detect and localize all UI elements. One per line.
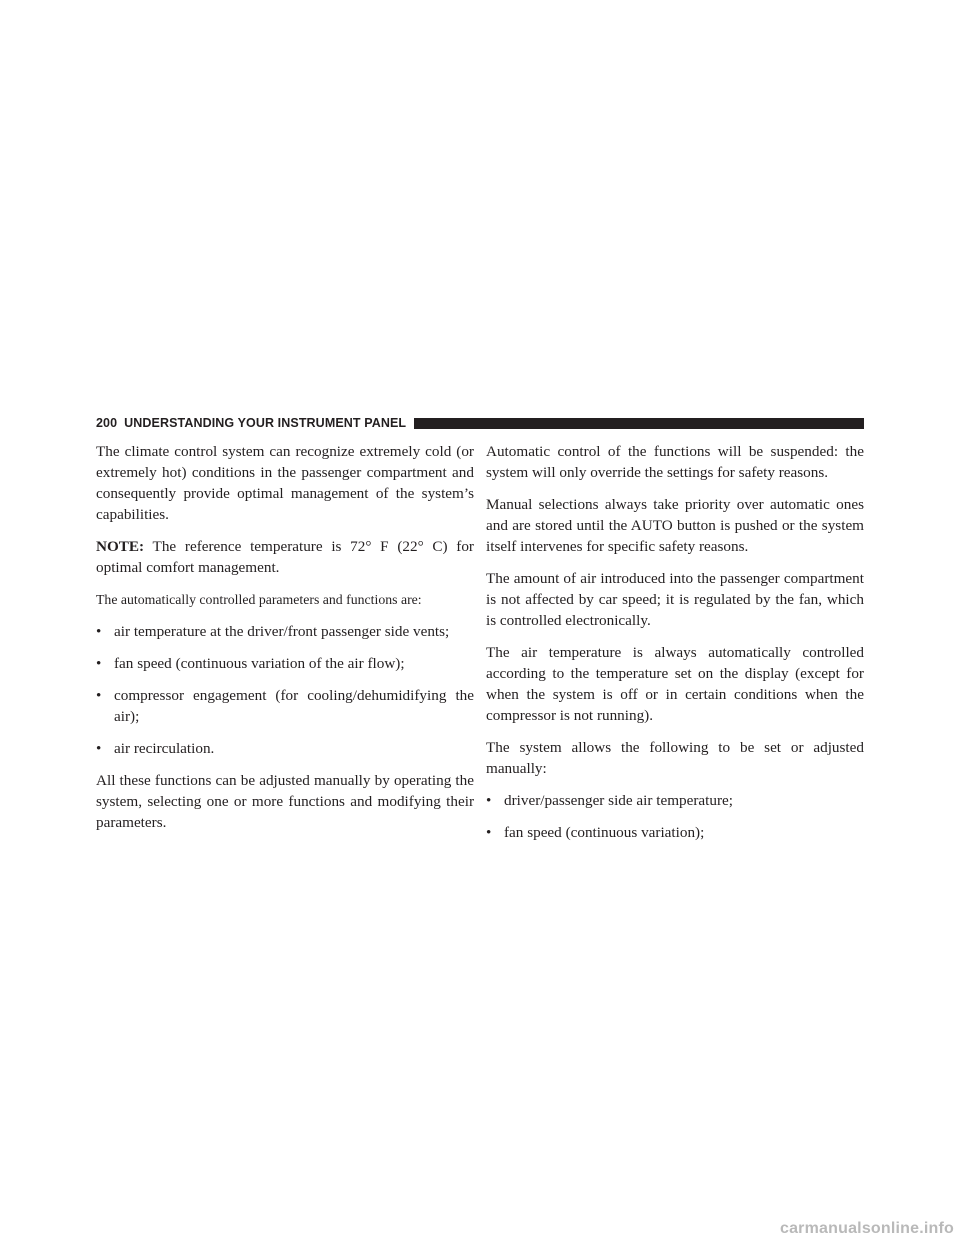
suspension-paragraph: Automatic control of the functions will be suspended: the system will only override the settings for safety reasons. <box>486 443 864 481</box>
note-text: The reference temperature is 72° F (22° C) for optimal comfort management. <box>96 538 474 576</box>
auto-functions-list <box>96 621 474 759</box>
left-column <box>96 441 474 844</box>
list-item <box>486 822 864 843</box>
header-rule <box>414 418 864 429</box>
list-item <box>96 621 474 642</box>
bullet-icon: • <box>486 824 492 841</box>
note-paragraph <box>96 536 474 578</box>
bullet-icon: • <box>96 623 102 640</box>
manual-settings-list <box>486 790 864 843</box>
manual-priority-paragraph: Manual selections always take priority over automatic ones and are stored until the AUTO button is pushed or the system itself intervenes for specific safety reasons. <box>486 496 864 555</box>
intro-paragraph: The climate control system can recognize extremely cold (or extremely hot) conditions in the passenger compartment and consequently provide optimal management of the system’s capabilities. <box>96 443 474 523</box>
page-number: 200 <box>96 416 118 430</box>
section-title: UNDERSTANDING YOUR INSTRUMENT PANEL <box>124 416 407 430</box>
bullet-icon: • <box>486 792 492 809</box>
page-header <box>96 416 864 430</box>
air-amount-paragraph: The amount of air introduced into the passenger compartment is not affected by car speed; it is regulated by the fan, which is controlled electronically. <box>486 570 864 629</box>
watermark-text: carmanualsonline.info <box>779 1220 954 1237</box>
list-item-text: air recirculation. <box>114 740 215 757</box>
bullet-icon: • <box>96 655 102 672</box>
note-label: NOTE: <box>96 538 145 555</box>
list-item-text: driver/passenger side air temperature; <box>504 792 733 809</box>
air-temperature-paragraph: The air temperature is always automatically controlled according to the temperature set on the display (except for when the system is off or in certain conditions when the compressor is not running). <box>486 644 864 724</box>
bullet-icon: • <box>96 687 102 704</box>
list-item <box>486 790 864 811</box>
right-column <box>486 441 864 854</box>
list-item-text: fan speed (continuous variation of the air flow); <box>114 655 405 672</box>
list-item-text: fan speed (continuous variation); <box>504 824 705 841</box>
list-item <box>96 738 474 759</box>
list-item-text: air temperature at the driver/front passenger side vents; <box>114 623 450 640</box>
list-item <box>96 685 474 727</box>
bullet-icon: • <box>96 740 102 757</box>
list-item <box>96 653 474 674</box>
manual-adjust-paragraph: All these functions can be adjusted manually by operating the system, selecting one or more functions and modifying their parameters. <box>96 772 474 831</box>
manual-settings-intro: The system allows the following to be set or adjusted manually: <box>486 739 864 777</box>
list-intro: The automatically controlled parameters and functions are: <box>96 592 422 607</box>
list-item-text: compressor engagement (for cooling/dehumidifying the air); <box>114 687 474 725</box>
